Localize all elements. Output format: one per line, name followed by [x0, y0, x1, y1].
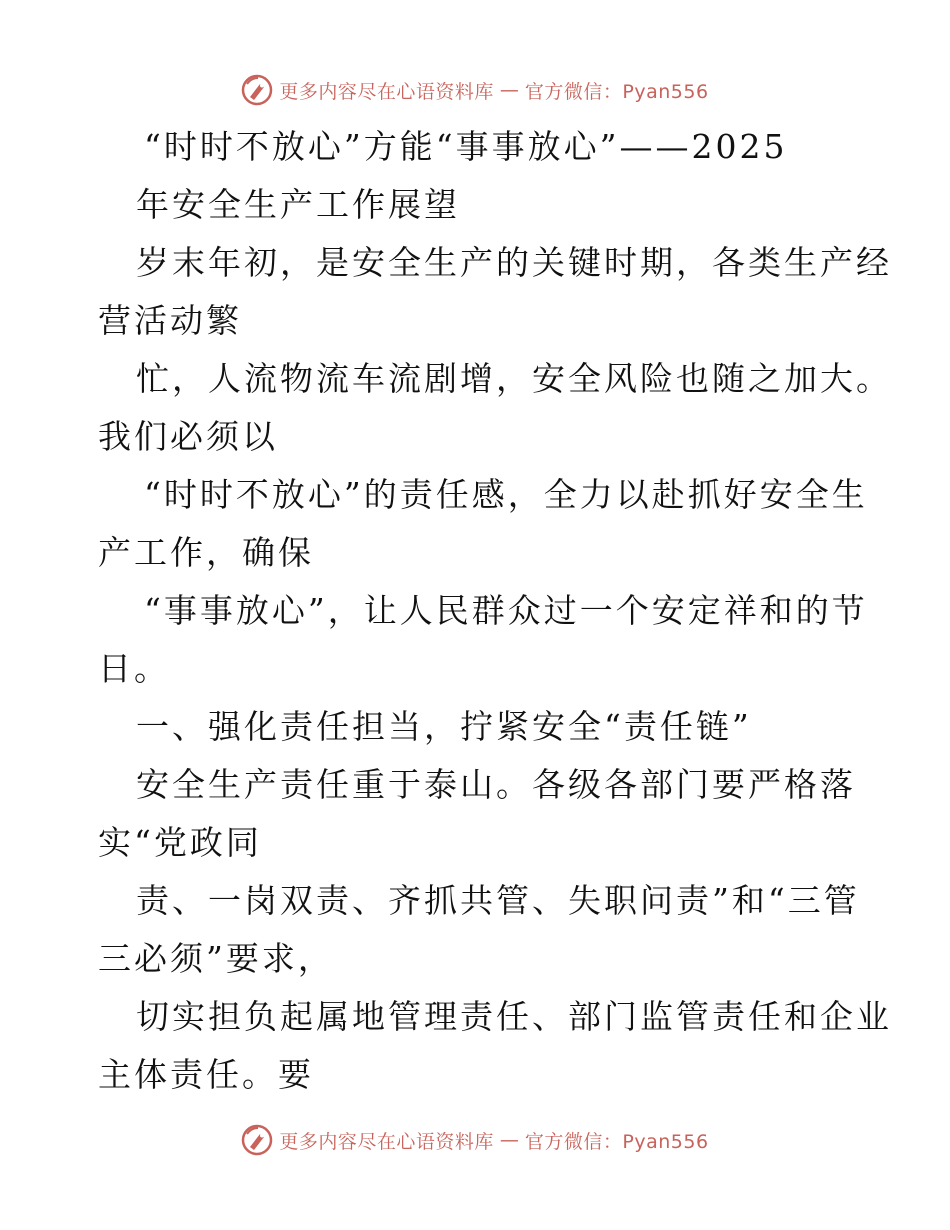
section-heading: 一、强化责任担当，拧紧安全“责任链” — [136, 707, 752, 746]
paragraph-line: “时时不放心”的责任感，全力以赴抓好安全生 — [144, 475, 868, 514]
paragraph-line: 产工作，确保 — [98, 533, 314, 572]
paragraph-line: 安全生产责任重于泰山。各级各部门要严格落 — [136, 765, 856, 804]
watermark-account: 官方微信：Pyan556 — [524, 80, 709, 103]
paragraph-line: 实“党政同 — [98, 823, 262, 862]
paragraph-line: 三必须”要求， — [98, 939, 334, 978]
watermark-dash: — — [499, 1129, 519, 1151]
watermark-account: 官方微信：Pyan556 — [524, 1130, 709, 1153]
pen-nib-logo-icon — [241, 1124, 273, 1156]
paragraph-line: “事事放心”，让人民群众过一个安定祥和的节 — [144, 591, 868, 630]
paragraph-line: 责、一岗双责、齐抓共管、失职问责”和“三管 — [136, 881, 860, 920]
paragraph-line: 切实担负起属地管理责任、部门监管责任和企业 — [136, 997, 892, 1036]
paragraph-line: 营活动繁 — [98, 301, 242, 340]
title-line-1: “时时不放心”方能“事事放心”——2025 — [144, 127, 788, 166]
watermark-text: 更多内容尽在心语资料库 — [279, 1130, 494, 1153]
paragraph-line: 忙，人流物流车流剧增，安全风险也随之加大。 — [136, 359, 892, 398]
paragraph-line: 主体责任。要 — [98, 1055, 314, 1094]
paragraph-line: 岁末年初，是安全生产的关键时期，各类生产经 — [136, 243, 892, 282]
footer-watermark — [0, 1120, 950, 1160]
paragraph-line: 日。 — [98, 649, 170, 688]
watermark-dash: — — [499, 79, 519, 101]
watermark-text: 更多内容尽在心语资料库 — [279, 80, 494, 103]
title-line-2: 年安全生产工作展望 — [136, 185, 460, 224]
pen-nib-logo-icon — [241, 74, 273, 106]
header-watermark — [0, 70, 950, 110]
paragraph-line: 我们必须以 — [98, 417, 278, 456]
document-body — [98, 118, 892, 1104]
